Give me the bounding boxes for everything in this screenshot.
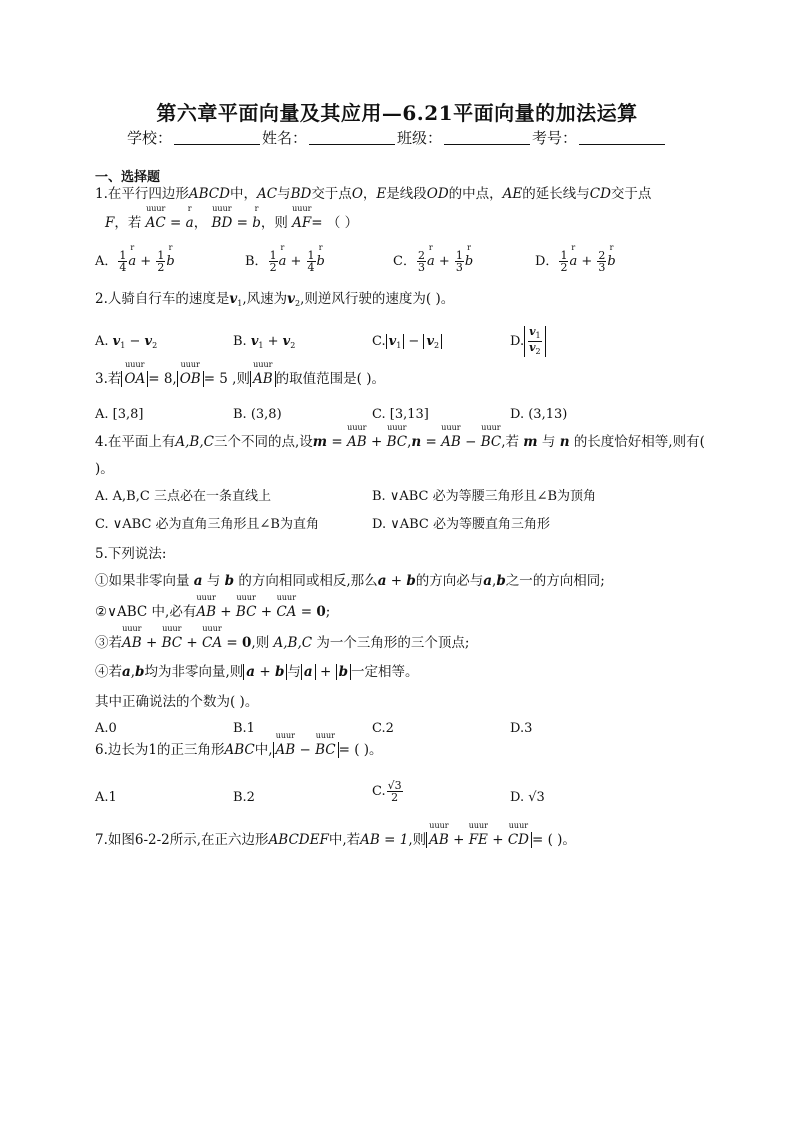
q4-option-b[interactable]: B. ∨ABC 必为等腰三角形且∠B为顶角 xyxy=(372,489,597,504)
q6-option-b[interactable]: B.2 xyxy=(233,790,255,805)
q5-intro: 5.下列说法: xyxy=(95,546,167,562)
q3-option-c[interactable]: C. [3,13] xyxy=(372,407,429,422)
q1-option-d[interactable]: D． $\frac{1}{2}$ a r + $\frac{2}{3}$ b r xyxy=(535,243,616,274)
q3-option-d[interactable]: D. (3,13) xyxy=(510,407,568,422)
page-title: 第六章平面向量及其应用—6.21平面向量的加法运算 xyxy=(156,101,638,125)
q1-option-c[interactable]: C． $\frac{2}{3}$ a r + $\frac{1}{3}$ b r xyxy=(393,243,474,274)
name-blank[interactable] xyxy=(309,130,395,145)
q7-stem: 7.如图6-2-2所示,在正六边形ABCDEF中,若AB = 1,则 AB uuur + FE uuur + CD uuur = ( )。 xyxy=(95,821,576,848)
q6-option-d[interactable]: D. √3 xyxy=(510,790,545,805)
q5-count-question: 其中正确说法的个数为( )。 xyxy=(95,694,259,710)
q6-stem: 6.边长为1的正三角形ABC中, AB uuur − BC uuur = ( )。 xyxy=(95,731,383,758)
q5-option-a[interactable]: A.0 xyxy=(95,721,117,736)
q4-option-a[interactable]: A. A,B,C 三点必在一条直线上 xyxy=(95,489,271,504)
q4-stem-line2: )。 xyxy=(95,461,114,477)
q3-option-b[interactable]: B. (3,8) xyxy=(233,407,282,422)
class-blank[interactable] xyxy=(444,130,530,145)
school-blank[interactable] xyxy=(174,130,260,145)
q3-option-a[interactable]: A. [3,8] xyxy=(95,407,144,422)
q4-option-c[interactable]: C. ∨ABC 必为直角三角形且∠B为直角 xyxy=(95,517,319,532)
q4-option-d[interactable]: D. ∨ABC 必为等腰直角三角形 xyxy=(372,517,551,532)
q5-option-d[interactable]: D.3 xyxy=(510,721,533,736)
exam-no-blank[interactable] xyxy=(579,130,665,145)
q5-statement-3: ③若AB uuur + BC uuur + CA uuur = 0,则 A,B,C 为一个三角形的三个顶点; xyxy=(95,624,470,651)
school-label: 学校： xyxy=(126,129,172,147)
q4-stem-line1: 4.在平面上有A,B,C三个不同的点,设m = AB uuur + BC uuur ,n = AB uuur − BC uuur ,若 m 与 n 的长度恰好相等,则有( xyxy=(95,423,705,450)
class-label: 班级： xyxy=(397,129,443,147)
q1-option-a[interactable]: A． $\frac{1}{4}$ a r + $\frac{1}{2}$ b r xyxy=(95,243,175,274)
q5-option-c[interactable]: C.2 xyxy=(372,721,394,736)
q1-line2: F，若 AC uuur = a r ， BD uuur = b r ，则 AF uuur = （ ） xyxy=(105,204,359,231)
student-info-line xyxy=(0,127,794,148)
q6-option-a[interactable]: A.1 xyxy=(95,790,117,805)
q5-statement-1: ①如果非零向量 a 与 b 的方向相同或相反,那么a + b的方向必与a,b之一的方向相同; xyxy=(95,573,605,589)
section-title: 一、选择题 xyxy=(95,170,161,185)
name-label: 姓名： xyxy=(261,129,307,147)
q5-statement-2: ②∨ABC 中,必有AB uuur + BC uuur + CA uuur = 0; xyxy=(95,593,331,620)
q2-option-d[interactable]: D. $\frac{v_1}{v_2}$ xyxy=(510,326,546,357)
q6-option-c[interactable]: C. $\frac{√3}{2}$ xyxy=(372,779,402,804)
q2-option-b[interactable]: B. $v_1 + v_2$ xyxy=(233,334,296,350)
q1-option-b[interactable]: B． $\frac{1}{2}$ a r + $\frac{1}{4}$ b r xyxy=(245,243,325,274)
q1-line1: 1.在平行四边形ABCD中，AC与BD交于点O，E是线段OD的中点，AE的延长线与CD交于点 xyxy=(95,186,652,202)
q2-option-c[interactable]: C. $v_1 - v_2$ xyxy=(372,333,442,355)
q5-statement-4: ④若a,b均为非零向量,则 a + b 与 a + b 一定相等。 xyxy=(95,664,419,680)
q2-stem: 2.人骑自行车的速度是$v_1$,风速为$v_2$,则逆风行驶的速度为( )。 xyxy=(95,291,455,308)
q2-option-a[interactable]: A. $v_1 - v_2$ xyxy=(95,334,158,350)
q3-stem: 3.若 OA uuur = 8, OB uuur = 5 ,则 AB uuur 的取值范围是( )。 xyxy=(95,360,385,387)
exam-no-label: 考号： xyxy=(532,129,578,147)
q5-option-b[interactable]: B.1 xyxy=(233,721,255,736)
